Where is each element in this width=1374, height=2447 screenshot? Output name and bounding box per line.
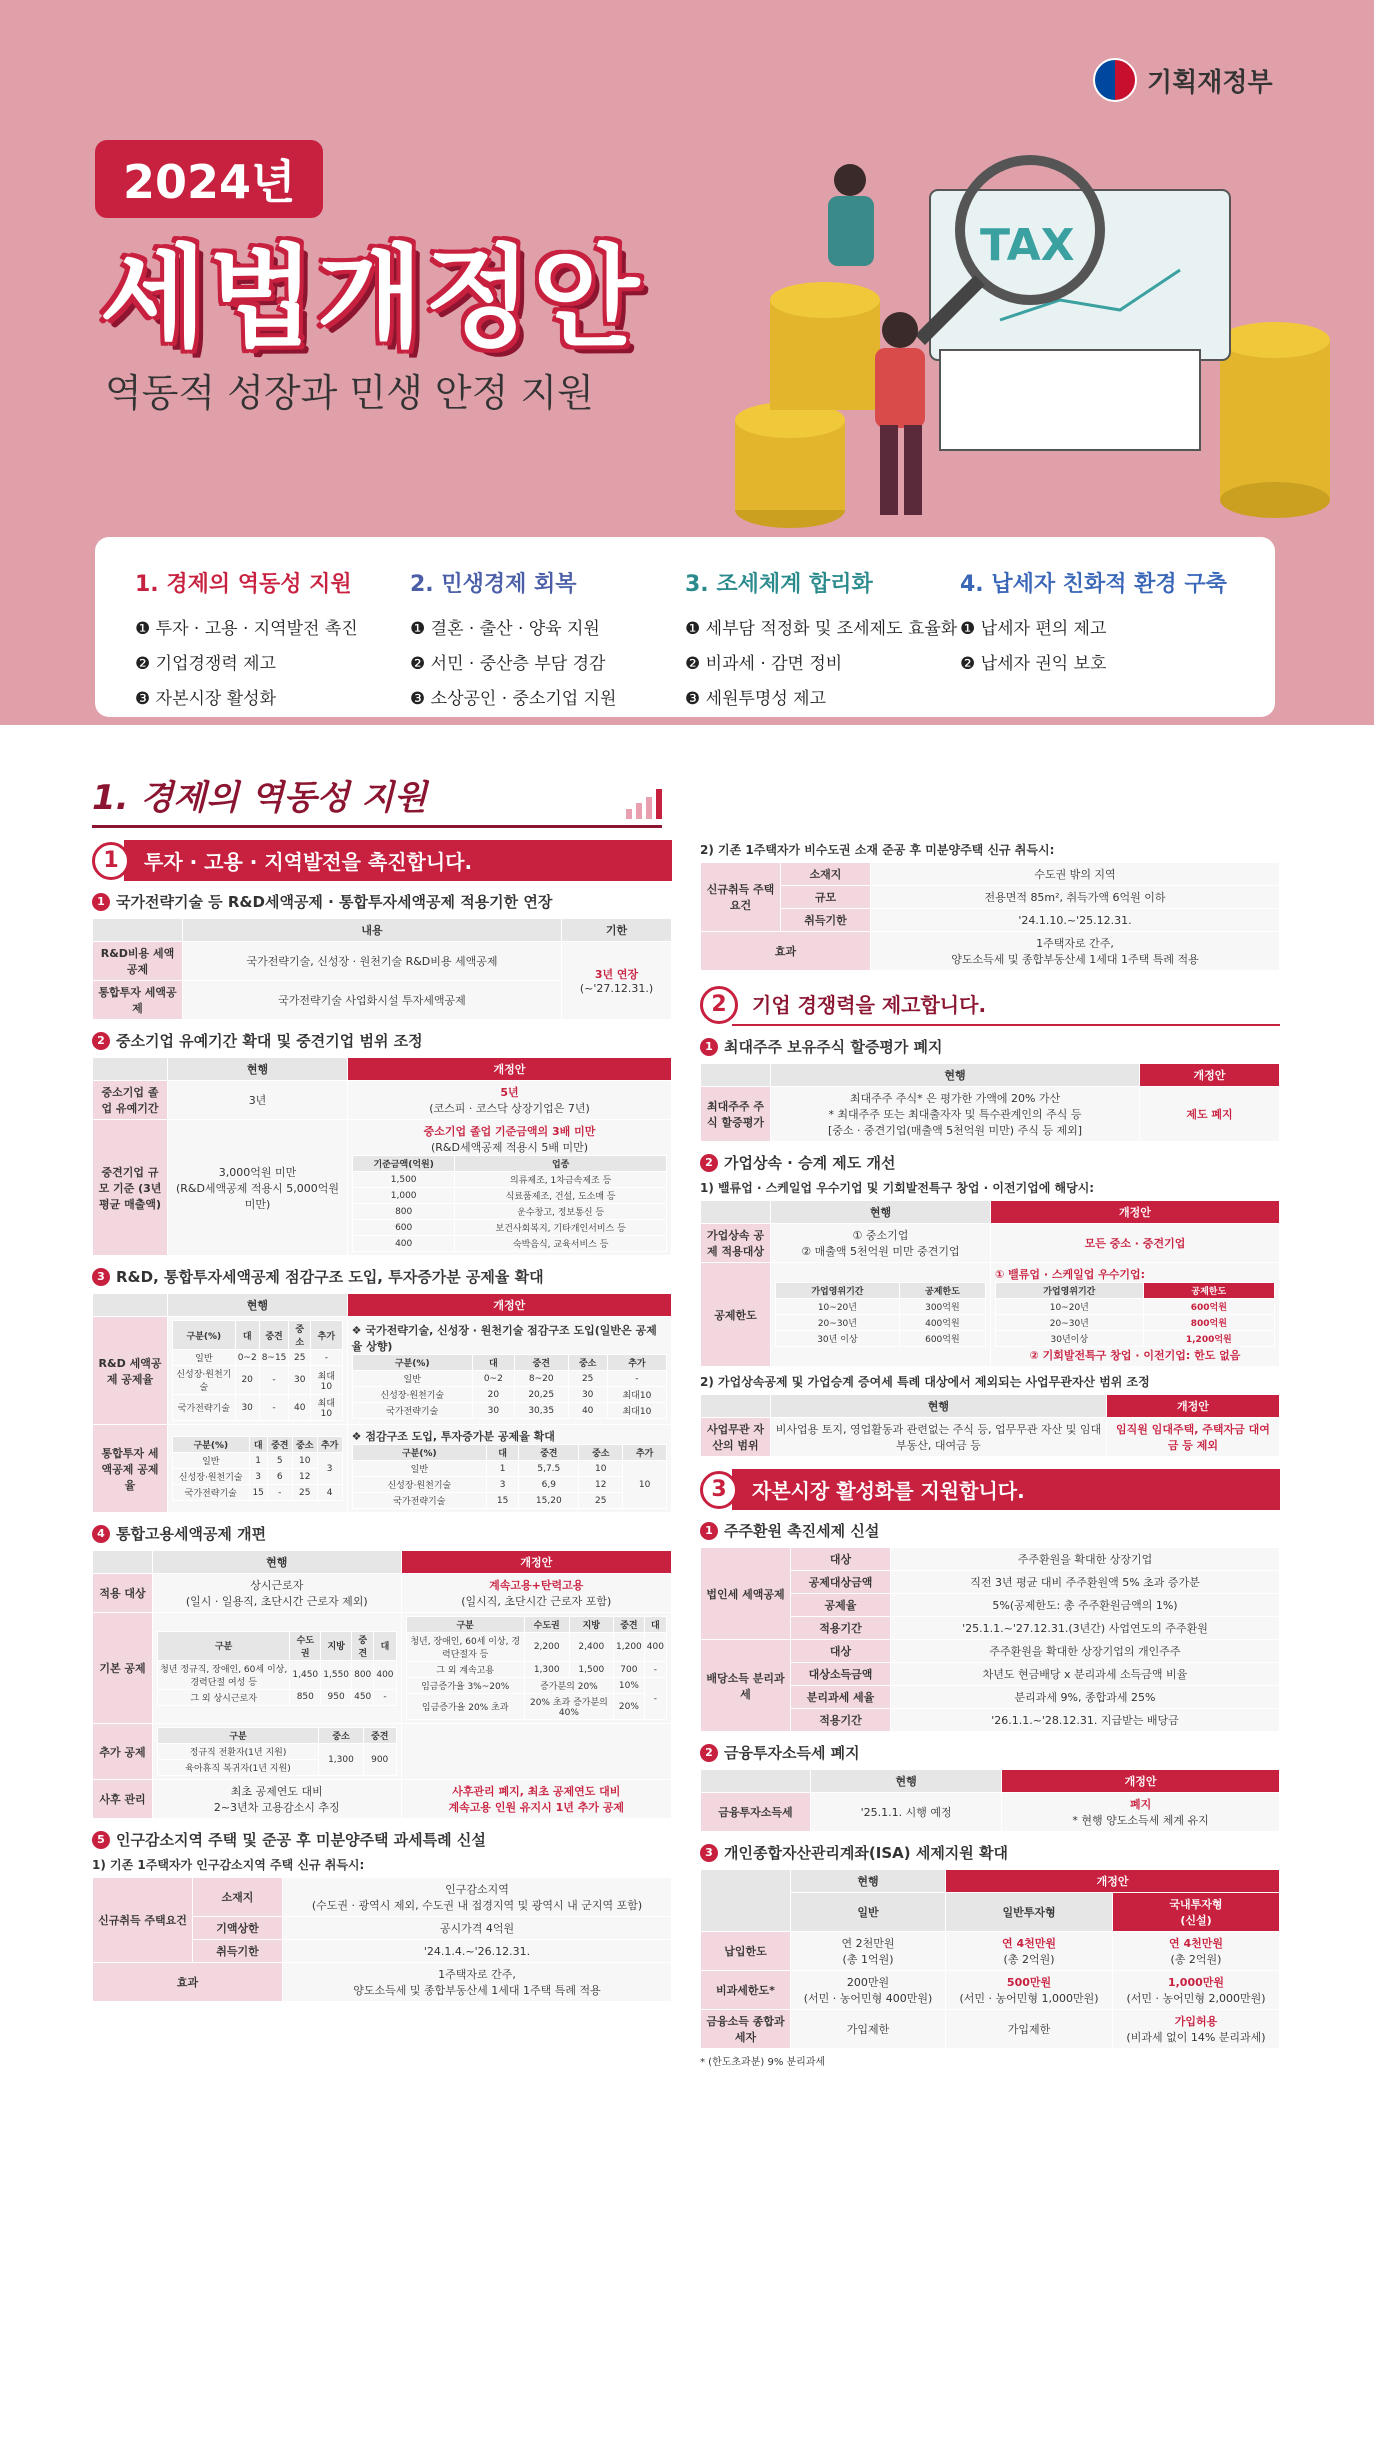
item-subtitle: 1) 밸류업 · 스케일업 우수기업 및 기회발전특구 창업 · 이전기업에 해당시: [700, 1181, 1095, 1195]
year-badge: 2024년 [95, 140, 323, 218]
coin-stack-left [735, 282, 880, 528]
unsold-housing-table: 신규취득 주택요건 소재지 수도권 밖의 지역 규모 전용면적 85m², 취득가액 6억원 이하 취득기한 '24.1.10.~'25.12.31. 효과 1주택자로 간주, 양도소득세 및 종합부동산세 1세대 1주택 특례 적용 [700, 862, 1280, 971]
item-subtitle: 2) 기존 1주택자가 비수도권 소재 준공 후 미분양주택 신규 취득시: [700, 843, 1055, 857]
non-business-assets-table: 현행 개정안 사업무관 자산의 범위 비사업용 토지, 영업활동과 관련없는 주식 등, 업무무관 자산 및 임대부동산, 대여금 등 임직원 임대주택, 주택자금 대여금 등 제외 [700, 1394, 1280, 1457]
tax-illustration [700, 120, 1340, 540]
ministry-name: 기획재정부 [1147, 67, 1273, 98]
employment-credit-table: 현행 개정안 적용 대상 상시근로자 (일시 · 일용직, 초단시간 근로자 제외) 계속고용+탄력고용 (일시직, 초단시간 근로자 포함) 기본 공제 구분 수도권 지방 중견 대 청년 정규직, 장애인, 60세 이상, 경력단절 여성 등 1,450 1,550 800 400 그 외 상시근로자 850 950 450 - 구분 수도권 지방 중견 대 청년, 장애인, 60세 이상, 경력단절자 등 2,200 2,400 1,200 400 그 외 계속고용 1,300 1,500 700 - 임금증가율 3%~20% 증가분의 20% 10% - 임금증가율 20% 초과 20% 초과 증가분의 40% 20% 추가 공제 구분 중소 중견 정규직 전환자(1년 지원) 1,300 900 육아휴직 복귀자(1년 지원) 사후 관리 최초 공제연도 대비 2~3년차 고용감소시 추징 사후관리 폐지, 최초 공제연도 대비 계속고용 인원 유지시 1년 추가 공제 [92, 1550, 672, 1819]
goal-item: ❷ 기업경쟁력 제고 [135, 654, 277, 674]
financial-investment-tax-table: 현행 개정안 금융투자소득세 '25.1.1. 시행 예정 폐지 * 현행 양도소득세 체계 유지 [700, 1769, 1280, 1832]
goal-title: 4. 납세자 친화적 환경 구축 [960, 572, 1227, 597]
credit-rate-table: 현행 개정안 R&D 세액공제 공제율 구분(%) 대 중견 중소 추가 일반 0~2 8~15 25 - 신성장·원천기술 20 - 30 최대10 국가전략기술 30 - 40 최대10 ❖ 국가전략기술, 신성장 · 원천기술 점감구조 도입(일반은 공제율 상향) 구분(%) 대 중견 중소 추가 일반 0~2 8~20 25 - 신성장·원천기술 20 20,25 30 최대10 국가전략기술 30 30,35 40 최대10 통합투자 세액공제 공제율 구분(%) 대 중견 중소 추가 일반 1 5 10 3 신성장·원천기술 3 6 12 국가전략기술 15 - 25 4 ❖ 점감구조 도입, 투자증가분 공제율 확대 구분(%) 대 중견 중소 추가 일반 1 5,7.5 10 10 신성장·원천기술 3 6,9 12 국가전략기술 15 15,20 25 [92, 1293, 672, 1513]
goal-item: ❸ 소상공인 · 중소기업 지원 [410, 689, 617, 709]
section-title-text: 1. 경제의 역동성 지원 [92, 778, 427, 818]
footnote: * (한도초과분) 9% 분리과세 [700, 2057, 826, 2068]
item-title: 2 금융투자소득세 폐지 [700, 1742, 1280, 1763]
isa-table: 현행 개정안 일반 일반투자형 국내투자형 (신설) 납입한도 연 2천만원 (총 1억원) 연 4천만원 (총 2억원) 연 4천만원 (총 2억원) 비과세한도* 200만원 (서민 · 농어민형 400만원) 500만원 (서민 · 농어민형 1,000만원) 1,000만원 (서민 · 농어민형 2,000만원) 금융소득 종합과세자 가입제한 가입제한 가입허용 (비과세 없이 14% 분리과세) [700, 1869, 1280, 2049]
right-column [700, 835, 1280, 2068]
shareholder-return-table: 법인세 세액공제 대상 주주환원을 확대한 상장기업 공제대상금액 직전 3년 평균 대비 주주환원액 5% 초과 증가분 공제율 5%(공제한도: 총 주주환원금액의 1%) 적용기간 '25.1.1.~'27.12.31.(3년간) 사업연도의 주주환원 배당소득 분리과세 대상 주주환원을 확대한 상장기업의 개인주주 대상소득금액 차년도 현금배당 x 분리과세 소득금액 비율 분리과세 세율 분리과세 9%, 종합과세 25% 적용기간 '26.1.1.~'28.12.31. 지급받는 배당금 [700, 1547, 1280, 1732]
item-title: 1 주주환원 촉진세제 신설 [700, 1520, 1280, 1541]
item-title: 4 통합고용세액공제 개편 [92, 1523, 672, 1544]
major-shareholder-table: 현행 개정안 최대주주 주식 할증평가 최대주주 주식* 은 평가한 가액에 20% 가산 * 최대주주 또는 최대출자자 및 특수관계인의 주식 등 [중소 · 중견기업(매출액 5천억원 미만) 주식 등 제외] 제도 폐지 [700, 1063, 1280, 1142]
sme-grace-table: 현행 개정안 중소기업 졸업 유예기간 3년 5년 (코스피 · 코스닥 상장기업은 7년) 중견기업 규모 기준 (3년 평균 매출액) 3,000억원 미만 (R&D세액공제 적용시 5,000억원 미만) 중소기업 졸업 기준금액의 3배 미만 (R&D세액공제 적용시 5배 미만) 기준금액(억원) 업종 1,500 의류제조, 1차금속제조 등 1,000 식료품제조, 건설, 도소매 등 800 운수창고, 정보통신 등 600 보건사회복지, 기타개인서비스 등 400 숙박음식, 교육서비스 등 [92, 1057, 672, 1256]
rnd-extension-table: 내용 기한 R&D비용 세액공제 국가전략기술, 신성장 · 원천기술 R&D비용 세액공제 3년 연장 (~'27.12.31.) 통합투자 세액공제 국가전략기술 사업화시설 투자세액공제 [92, 918, 672, 1020]
page-title: 세법개정안 [100, 234, 642, 362]
item-title: 1 최대주주 보유주식 할증평가 폐지 [700, 1036, 1280, 1057]
item-title: 5 인구감소지역 주택 및 준공 후 미분양주택 과세특례 신설 [92, 1829, 672, 1850]
goal-item: ❷ 비과세 · 감면 정비 [685, 654, 843, 674]
policy-goals-panel [95, 537, 1275, 717]
band-title: 투자 · 고용 · 지역발전을 촉진합니다. [124, 840, 672, 881]
svg-text:TAX: TAX [980, 220, 1075, 271]
item-title: 2 가업상속 · 승계 제도 개선 [700, 1152, 1280, 1173]
goal-3 [685, 567, 960, 707]
page-subtitle: 역동적 성장과 민생 안정 지원 [105, 371, 594, 415]
threshold-mini-table: 기준금액(억원) 업종 1,500 의류제조, 1차금속제조 등 1,000 식료품제조, 건설, 도소매 등 800 운수창고, 정보통신 등 600 보건사회복지, 기타개인서비스 등 400 숙박음식, 교육서비스 등 [352, 1155, 667, 1252]
item-title: 3 R&D, 통합투자세액공제 점감구조 도입, 투자증가분 공제율 확대 [92, 1266, 672, 1287]
goal-item: ❶ 결혼 · 출산 · 양육 지원 [410, 619, 600, 639]
ministry-logo [1093, 58, 1273, 102]
goal-title: 1. 경제의 역동성 지원 [135, 572, 352, 597]
item-title: 1 국가전략기술 등 R&D세액공제 · 통합투자세액공제 적용기한 연장 [92, 891, 672, 912]
goal-item: ❶ 투자 · 고용 · 지역발전 촉진 [135, 619, 358, 639]
goal-title: 2. 민생경제 회복 [410, 572, 577, 597]
bar-graph-icon [626, 789, 662, 819]
band-title: 자본시장 활성화를 지원합니다. [732, 1469, 1280, 1510]
item-title: 2 중소기업 유예기간 확대 및 중견기업 범위 조정 [92, 1030, 672, 1051]
band-title: 기업 경쟁력을 제고합니다. [732, 983, 1280, 1026]
goal-item: ❸ 자본시장 활성화 [135, 689, 277, 709]
coin-stack-right [1220, 322, 1330, 518]
depopulation-housing-table: 신규취득 주택요건 소재지 인구감소지역 (수도권 · 광역시 제외, 수도권 내 접경지역 및 광역시 내 군지역 포함) 기액상한 공시가격 4억원 취득기한 '24.1.4.~'26.12.31. 효과 1주택자로 간주, 양도소득세 및 종합부동산세 1세대 1주택 특례 적용 [92, 1877, 672, 2002]
goal-1 [135, 567, 410, 707]
subsection-band [92, 840, 672, 881]
item-subtitle: 1) 기존 1주택자가 인구감소지역 주택 신규 취득시: [92, 1858, 365, 1872]
hero-banner [0, 0, 1374, 725]
item-subtitle: 2) 가업상속공제 및 가업승계 증여세 특례 대상에서 제외되는 사업무관자산 범위 조정 [700, 1375, 1150, 1389]
item-title: 3 개인종합자산관리계좌(ISA) 세제지원 확대 [700, 1842, 1280, 1863]
goal-item: ❶ 세부담 적정화 및 조세제도 효율화 [685, 619, 958, 639]
left-column [92, 770, 672, 2002]
number-badge: 3 [700, 1471, 738, 1509]
goal-4 [960, 567, 1235, 707]
subsection-band [700, 983, 1280, 1026]
family-business-table: 현행 개정안 가업상속 공제 적용대상 ① 중소기업 ② 매출액 5천억원 미만 중견기업 모든 중소 · 중견기업 공제한도 가업영위기간 공제한도 10~20년 300억원 20~30년 400억원 30년 이상 600억원 ① 밸류업 · 스케일업 우수기업: 가업영위기간 공제한도 10~20년 600억원 20~30년 800억원 30년이상 1,200억원 ② 기회발전특구 창업 · 이전기업: 한도 없음 [700, 1200, 1280, 1367]
goal-title: 3. 조세체계 합리화 [685, 572, 873, 597]
goal-item: ❶ 납세자 편의 제고 [960, 619, 1107, 639]
tax-document [930, 190, 1230, 450]
section-title [92, 770, 662, 828]
goal-item: ❷ 납세자 권익 보호 [960, 654, 1107, 674]
goal-2 [410, 567, 685, 707]
subsection-band [700, 1469, 1280, 1510]
number-badge: 1 [92, 842, 130, 880]
number-badge: 2 [700, 986, 738, 1024]
goal-item: ❷ 서민 · 중산층 부담 경감 [410, 654, 606, 674]
goal-item: ❸ 세원투명성 제고 [685, 689, 827, 709]
taegeuk-icon [1093, 58, 1137, 102]
